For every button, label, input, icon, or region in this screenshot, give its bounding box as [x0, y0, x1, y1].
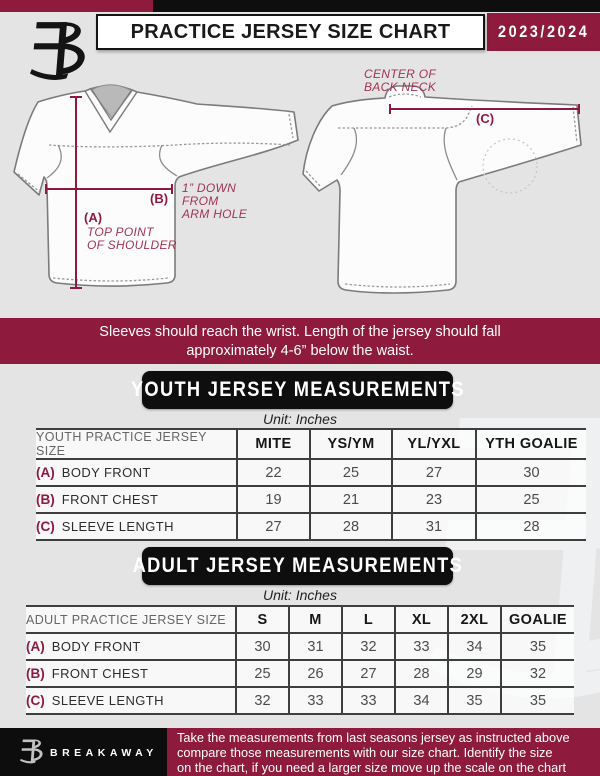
breakaway-b-logo-icon: [17, 737, 47, 765]
cell-value: 35: [501, 633, 574, 660]
cell-value: 29: [448, 660, 501, 687]
col-header-s: S: [236, 606, 289, 633]
label-c: (C): [476, 111, 495, 126]
youth-section-heading: YOUTH JERSEY MEASUREMENTS: [142, 371, 453, 409]
notice-line-2: approximately 4-6” below the waist.: [186, 343, 414, 359]
col-header-yth-goalie: YTH GOALIE: [476, 429, 586, 459]
youth-header-row: [36, 429, 586, 459]
row-key: (B): [36, 491, 55, 507]
cell-value: 35: [501, 687, 574, 714]
back-jersey-outline: [303, 86, 581, 293]
shoulder-note: TOP POINT OF SHOULDER: [87, 225, 177, 252]
cell-value: 26: [289, 660, 342, 687]
label-b: (B): [150, 191, 169, 206]
cell-value: 28: [476, 513, 586, 540]
row-key: (A): [26, 638, 45, 654]
cell-value: 33: [342, 687, 395, 714]
adult-body-front-row: [26, 633, 574, 660]
footer-brand-block: [0, 728, 167, 776]
cell-value: 27: [342, 660, 395, 687]
row-label: BODY FRONT: [61, 464, 151, 480]
cell-value: 35: [448, 687, 501, 714]
row-key: (C): [36, 518, 55, 534]
arm-hole-note: 1” DOWN FROM ARM HOLE: [182, 181, 248, 221]
cell-value: 33: [395, 633, 448, 660]
cell-value: 32: [236, 687, 289, 714]
cell-value: 23: [392, 486, 476, 513]
row-label: FRONT CHEST: [51, 665, 149, 681]
front-jersey-outline: [14, 86, 298, 286]
page-title-box: [96, 14, 485, 50]
brand-name: BREAKAWAY: [50, 747, 158, 759]
adult-header-row: [26, 606, 574, 633]
row-label: SLEEVE LENGTH: [61, 518, 174, 534]
col-header-m: M: [289, 606, 342, 633]
adult-unit-label: Unit: Inches: [263, 587, 337, 603]
row-key: (A): [36, 464, 55, 480]
youth-front-chest-row: [36, 486, 586, 513]
cell-value: 31: [289, 633, 342, 660]
youth-unit-label: Unit: Inches: [263, 411, 337, 427]
row-label: SLEEVE LENGTH: [51, 692, 164, 708]
season-label: 2023/2024: [497, 22, 590, 41]
adult-sleeve-length-row: [26, 687, 574, 714]
center-back-neck-note: CENTER OF BACK NECK: [364, 67, 437, 94]
cell-value: 30: [236, 633, 289, 660]
footer-note-line-2: compare those measurements with our size chart. Identify the size: [177, 744, 553, 760]
adult-front-chest-row: [26, 660, 574, 687]
row-key: (B): [26, 665, 45, 681]
notice-line-1: Sleeves should reach the wrist. Length of the jersey should fall: [99, 324, 501, 340]
jersey-measurement-diagram: [0, 60, 600, 318]
cell-value: 33: [289, 687, 342, 714]
cell-value: 25: [236, 660, 289, 687]
fit-notice-banner: [0, 318, 600, 364]
cell-value: 28: [395, 660, 448, 687]
cell-value: 34: [395, 687, 448, 714]
page-title: PRACTICE JERSEY SIZE CHART: [130, 20, 451, 43]
footer-instructions: [167, 728, 600, 776]
adult-size-table: [26, 605, 574, 715]
cell-value: 27: [237, 513, 310, 540]
footer-note-line-3: on the chart, if you need a larger size move up the scale on the chart: [177, 759, 567, 775]
cell-value: 30: [476, 459, 586, 486]
col-header-l: L: [342, 606, 395, 633]
jersey-drawings: [0, 60, 600, 318]
cell-value: 25: [476, 486, 586, 513]
row-label: BODY FRONT: [51, 638, 141, 654]
col-header-xl: XL: [395, 606, 448, 633]
row-label: FRONT CHEST: [61, 491, 159, 507]
cell-value: 32: [501, 660, 574, 687]
col-header-ys-ym: YS/YM: [310, 429, 392, 459]
cell-value: 22: [237, 459, 310, 486]
top-accent-strip-black: [153, 0, 600, 12]
top-accent-strip-maroon: [0, 0, 153, 12]
youth-size-table: [36, 428, 586, 541]
label-a: (A): [84, 210, 103, 225]
season-badge: [487, 13, 600, 51]
youth-sleeve-length-row: [36, 513, 586, 540]
cell-value: 25: [310, 459, 392, 486]
cell-value: 32: [342, 633, 395, 660]
cell-value: 31: [392, 513, 476, 540]
col-header-2xl: 2XL: [448, 606, 501, 633]
breakaway-b-logo-icon: [28, 16, 90, 84]
col-header-mite: MITE: [237, 429, 310, 459]
footer-note-line-1: Take the measurements from last seasons jersey as instructed above: [177, 730, 570, 745]
cell-value: 34: [448, 633, 501, 660]
youth-body-front-row: [36, 459, 586, 486]
cell-value: 28: [310, 513, 392, 540]
cell-value: 19: [237, 486, 310, 513]
cell-value: 27: [392, 459, 476, 486]
adult-table-corner: ADULT PRACTICE JERSEY SIZE: [26, 606, 236, 633]
adult-section-heading: ADULT JERSEY MEASUREMENTS: [142, 547, 453, 585]
row-key: (C): [26, 692, 45, 708]
col-header-yl-yxl: YL/YXL: [392, 429, 476, 459]
col-header-goalie: GOALIE: [501, 606, 574, 633]
cell-value: 21: [310, 486, 392, 513]
youth-table-corner: YOUTH PRACTICE JERSEY SIZE: [36, 429, 237, 459]
